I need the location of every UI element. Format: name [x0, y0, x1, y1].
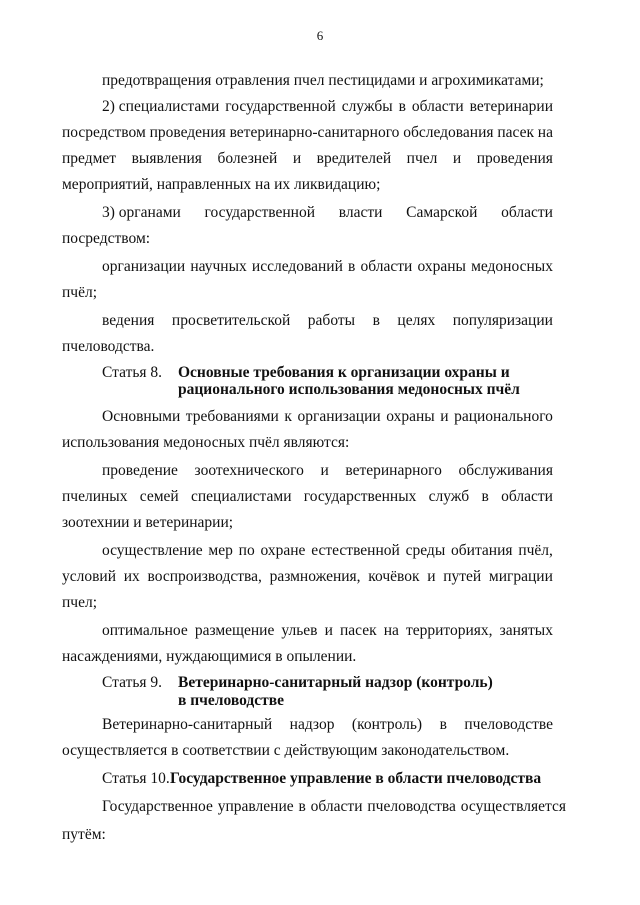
word: государственной: [204, 204, 316, 221]
word: ветеринарии: [469, 98, 553, 115]
text-line: насаждениями, нуждающимися в опылении.: [62, 648, 357, 665]
word: и: [320, 462, 329, 479]
word: в: [348, 258, 356, 275]
word: области: [501, 488, 553, 505]
word: пчелиных: [62, 488, 128, 505]
text-line: [62, 150, 553, 168]
word: популяризации: [452, 312, 553, 329]
word: зоотехнического: [194, 462, 304, 479]
text-line: [102, 542, 553, 560]
word: болезней: [217, 150, 278, 167]
word: условий: [62, 568, 117, 585]
word: проведения: [476, 150, 553, 167]
word: службы: [341, 98, 393, 115]
word: области: [411, 98, 464, 115]
text-line: пчёл;: [62, 284, 98, 301]
article-9-title: Ветеринарно-санитарный надзор (контроль): [178, 674, 493, 691]
word: пчёл,: [518, 542, 553, 559]
word: среды: [405, 542, 446, 559]
word: целях: [397, 312, 436, 329]
word: занятых: [499, 622, 553, 639]
word: рационального: [454, 408, 553, 425]
word: пчел: [406, 150, 438, 167]
word: территориях,: [405, 622, 493, 639]
word: в: [439, 716, 447, 733]
word: Ветеринарно-санитарный: [102, 716, 273, 733]
word: кочёвок: [368, 568, 420, 585]
word: проведение: [102, 462, 178, 479]
text-line: использования медоносных пчёл являются:: [62, 434, 350, 451]
text-line: [62, 124, 553, 142]
word: организации: [297, 408, 381, 425]
word: и: [324, 622, 333, 639]
word: пасек: [339, 622, 377, 639]
word: в: [372, 312, 380, 329]
word: посредством: [62, 124, 146, 141]
text-line: [102, 462, 553, 480]
word: Основными: [102, 408, 181, 425]
text-line: Государственное управление в области пчеловодства осуществляется: [102, 798, 566, 815]
text-line: мероприятий, направленных на их ликвидацию;: [62, 176, 381, 193]
word: и: [427, 568, 436, 585]
word: проведения: [149, 124, 226, 141]
word: миграции: [488, 568, 553, 585]
text-line: [102, 622, 553, 640]
word: ветеринарного: [345, 462, 442, 479]
word: ульев: [281, 622, 318, 639]
text-line: [102, 312, 553, 330]
word: оптимальное: [102, 622, 188, 639]
text-line: [102, 258, 553, 276]
word: 3) органами: [102, 204, 181, 221]
word: и: [440, 408, 449, 425]
word: работы: [307, 312, 356, 329]
word: в: [481, 488, 489, 505]
word: в: [398, 98, 406, 115]
article-8-title: Основные требования к организации охраны и: [178, 364, 510, 381]
word: путей: [443, 568, 482, 585]
word: предмет: [62, 150, 117, 167]
text-line: [102, 408, 553, 426]
word: их: [123, 568, 140, 585]
word: на: [383, 622, 399, 639]
text-line: предотвращения отравления пчел пестицидами и агрохимикатами;: [102, 72, 544, 89]
article-8-title: рационального использования медоносных пчёл: [178, 381, 520, 398]
word: исследований: [251, 258, 343, 275]
word: мер: [208, 542, 233, 559]
word: семей: [139, 488, 179, 505]
word: научных: [190, 258, 247, 275]
word: Самарской: [406, 204, 478, 221]
text-line: [102, 716, 553, 734]
article-8-number: Статья 8.: [102, 364, 163, 381]
word: к: [284, 408, 292, 425]
word: медоносных: [471, 258, 553, 275]
word: 2) специалистами: [102, 98, 220, 115]
word: власти: [338, 204, 383, 221]
word: ветеринарно-санитарного: [229, 124, 400, 141]
word: и: [452, 150, 462, 167]
word: обслуживания: [458, 462, 553, 479]
text-line: [102, 98, 553, 116]
word: размножения,: [269, 568, 361, 585]
word: области: [501, 204, 553, 221]
article-9-number: Статья 9.: [102, 674, 163, 691]
article-10-title: Государственное управление в области пчеловодства: [170, 770, 542, 787]
word: организации: [102, 258, 186, 275]
word: просветительской: [171, 312, 291, 329]
word: размещение: [194, 622, 275, 639]
word: требованиями: [185, 408, 279, 425]
text-line: осуществляется в соответствии с действующим законодательством.: [62, 742, 510, 759]
word: на: [537, 124, 553, 141]
text-line: посредством:: [62, 230, 151, 247]
text-line: [102, 204, 553, 222]
word: государственных: [303, 488, 417, 505]
page-number: 6: [316, 28, 324, 43]
text-line: путём:: [62, 826, 106, 843]
word: пасек: [497, 124, 534, 141]
word: вредителей: [316, 150, 392, 167]
word: охраны: [386, 408, 435, 425]
article-10-number: Статья 10.: [102, 770, 170, 787]
word: воспроизводства,: [147, 568, 262, 585]
word: и: [292, 150, 302, 167]
word: выявления: [131, 150, 202, 167]
word: по: [238, 542, 255, 559]
word: ведения: [102, 312, 155, 329]
article-9-title: в пчеловодстве: [178, 692, 285, 709]
text-line: зоотехнии и ветеринарии;: [62, 514, 234, 531]
word: пчеловодстве: [464, 716, 553, 733]
word: естественной: [311, 542, 400, 559]
word: области: [360, 258, 413, 275]
text-line: пчеловодства.: [62, 338, 155, 355]
text-line: [62, 488, 553, 506]
word: (контроль): [351, 716, 423, 733]
word: охране: [260, 542, 306, 559]
word: государственной: [225, 98, 336, 115]
word: обитания: [451, 542, 513, 559]
word: надзор: [289, 716, 335, 733]
word: обследования: [403, 124, 494, 141]
word: служб: [428, 488, 470, 505]
word: осуществление: [102, 542, 203, 559]
text-line: [62, 568, 553, 586]
word: специалистами: [190, 488, 292, 505]
text-line: пчел;: [62, 594, 98, 611]
word: охраны: [417, 258, 466, 275]
